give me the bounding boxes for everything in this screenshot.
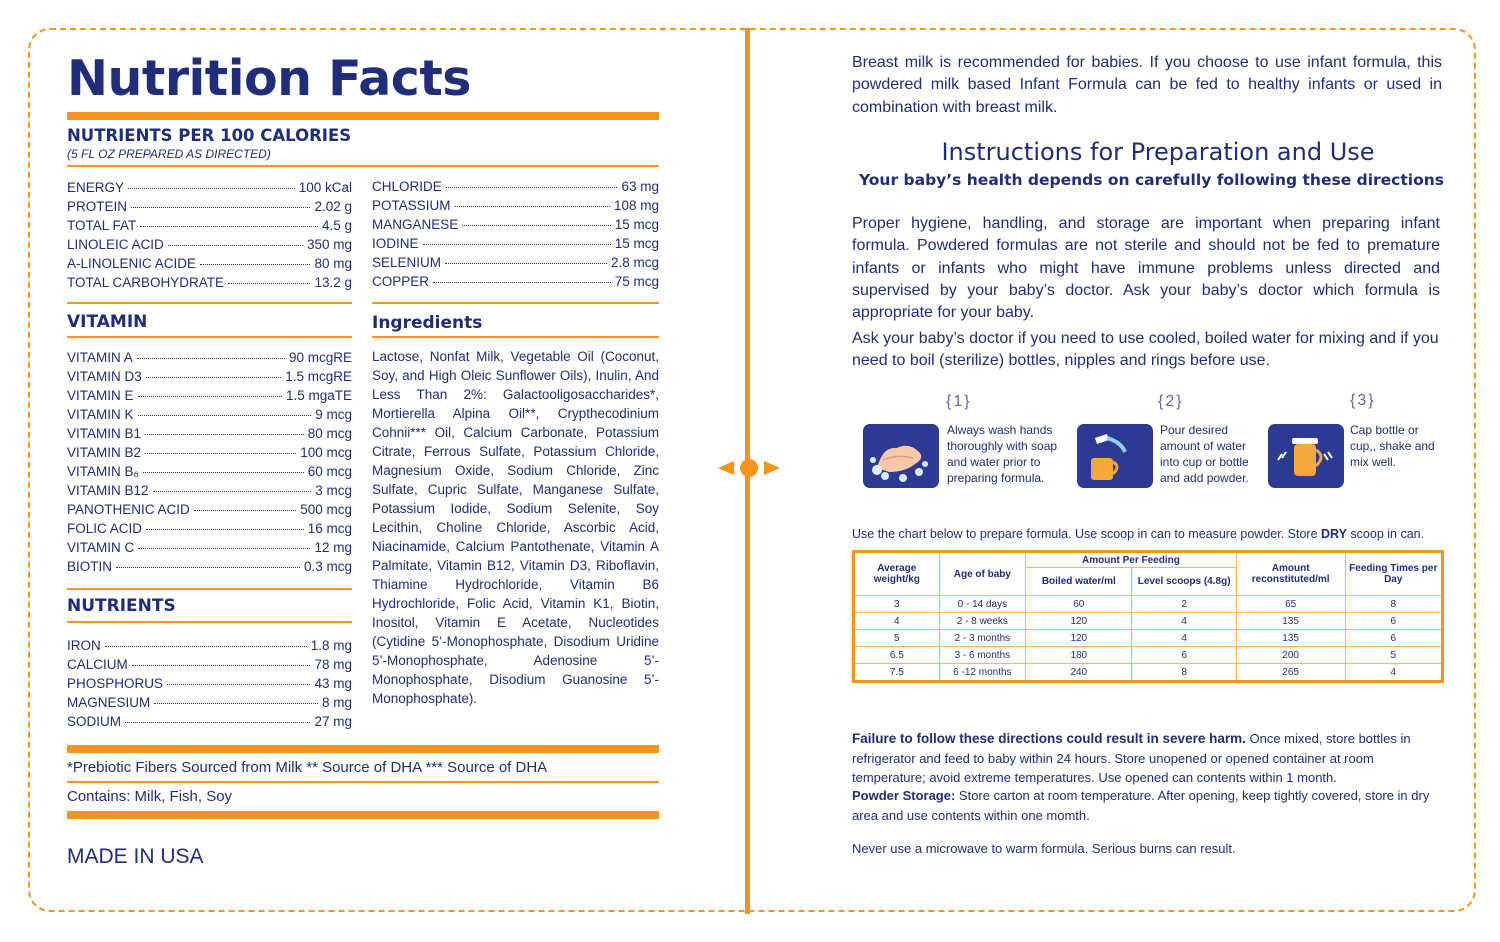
water-paragraph: Ask your baby’s doctor if you need to use cooled, boiled water for mixing and if you need to boil (sterilize) bottles, nipples and rings before use. [852,330,1439,370]
shake-cup-icon [1268,424,1344,488]
nutrient-name: COPPER [372,274,430,289]
nutrient-row [67,348,352,367]
nutrient-value: 1.5 mgaTE [285,388,352,403]
nutrient-value: 63 mg [621,179,659,194]
nutrient-row [67,235,352,254]
header-reconstituted: Amount reconstituted/ml [1236,552,1345,596]
step-3-text: Cap bottle or cup,, shake and mix well. [1350,423,1435,469]
dot-leader [168,245,303,246]
main-nutrients-list-right [372,177,659,291]
nutrient-row [67,655,352,674]
nutrient-value: 8 mg [321,695,352,710]
dot-leader [132,665,311,666]
intro-paragraph: Breast milk is recommended for babies. If you choose to use infant formula, this powdered milk based Infant Formula can be fed to healthy infants or used in combination with breast milk. [852,54,1442,116]
nutrient-value: 2.02 g [314,199,352,214]
dot-leader [462,225,610,226]
nutrient-value: 2.8 mcg [610,255,659,270]
step-1-number: {1} [946,393,972,410]
table-cell: 6.5 [854,647,940,664]
divider [67,302,352,304]
pour-water-icon [1077,424,1153,488]
nutrient-value: 75 mcg [614,274,659,289]
nutrient-row [67,636,352,655]
table-cell: 65 [1236,596,1345,613]
table-cell: 135 [1236,613,1345,630]
nutrient-value: 78 mg [314,657,352,672]
dot-leader [455,206,610,207]
dot-leader [423,244,611,245]
hygiene-paragraph: Proper hygiene, handling, and storage are important when preparing infant formula. Powdered formulas are not sterile and should not be fed to premature infants or infants who might have immune problems unless directed and supervised by your baby’s doctor. Ask your baby’s doctor which formula is appropriate for your baby. [852,215,1440,322]
dot-leader [153,491,312,492]
nutrient-name: VITAMIN B₆ [67,464,139,479]
table-cell: 4 [1345,664,1443,682]
nutrient-value: 350 mg [306,237,352,252]
divider [67,588,352,590]
nutrient-name: MANGANESE [372,217,459,232]
nutrient-row [67,462,352,481]
dot-leader [105,646,307,647]
dot-leader [154,703,318,704]
table-cell: 120 [1026,630,1132,647]
dot-leader [131,207,310,208]
dot-leader [116,567,300,568]
nutrient-name: VITAMIN B12 [67,483,149,498]
warning-paragraph: Failure to follow these directions could result in severe harm. Once mixed, store bottles in refrigerator and feed to baby within 24 hours. Store unopened or opened container at room temperature; avoid extreme temperatures. Use opened can contents within 1 month. [852,731,1411,785]
table-cell: 6 -12 months [939,664,1025,682]
nutrient-value: 4.5 g [321,218,352,233]
nutrient-row [67,557,352,576]
header-feeding-times: Feeding Times per Day [1345,552,1443,596]
nutrient-value: 9 mcg [315,407,352,422]
nutrient-row [67,273,352,292]
nutrient-name: BIOTIN [67,559,113,574]
nutrient-value: 80 mg [314,256,352,271]
step-1-text: Always wash hands thoroughly with soap and water prior to preparing formula. [947,423,1058,485]
nutrient-row [67,197,352,216]
nutrient-row [372,253,659,272]
divider [67,781,659,783]
nutrient-row [67,712,352,731]
nutrient-value: 100 kCal [298,180,352,195]
nutrient-value: 80 mcg [307,426,352,441]
table-cell: 3 [854,596,940,613]
per-serving-subheading: (5 FL OZ PREPARED AS DIRECTED) [67,147,271,161]
table-cell: 135 [1236,630,1345,647]
dot-leader [125,722,310,723]
nutrient-name: FOLIC ACID [67,521,143,536]
nutrient-row [372,196,659,215]
nutrient-name: SELENIUM [372,255,442,270]
nutrient-row [372,177,659,196]
title-bar [67,112,659,120]
table-cell: 200 [1236,647,1345,664]
table-cell: 8 [1132,664,1236,682]
nutrient-name: ENERGY [67,180,125,195]
step-3-number: {3} [1350,392,1376,409]
header-water: Boiled water/ml [1026,568,1132,596]
nutrient-value: 100 mcg [300,445,352,460]
nutrient-name: VITAMIN A [67,350,133,365]
divider [67,621,352,623]
nutrient-value: 90 mcgRE [288,350,352,365]
nutrient-value: 1.8 mg [310,638,352,653]
nutrient-row [67,481,352,500]
header-weight: Average weight/kg [854,552,940,596]
footnote-bar [67,745,659,753]
divider [372,336,659,338]
dot-leader [167,684,310,685]
table-cell: 4 [1132,630,1236,647]
divider [67,165,659,167]
header-age: Age of baby [939,552,1025,596]
table-cell: 8 [1345,596,1443,613]
nutrient-row [67,693,352,712]
nutrient-name: IRON [67,638,101,653]
nutrient-value: 43 mg [314,676,352,691]
nutrient-value: 13.2 g [314,275,352,290]
dot-leader [145,453,296,454]
nutrient-name: VITAMIN E [67,388,134,403]
nutrient-name: VITAMIN B1 [67,426,142,441]
table-cell: 5 [854,630,940,647]
nutrient-name: VITAMIN C [67,540,135,555]
chart-instruction: Use the chart below to prepare formula. Use scoop in can to measure powder. Store DRY scoop in can. [852,527,1425,541]
nutrient-name: PANOTHENIC ACID [67,502,190,517]
ingredients-heading: Ingredients [372,313,483,333]
table-cell: 7.5 [854,664,940,682]
dot-leader [138,396,282,397]
table-row [854,613,1443,630]
nutrient-name: LINOLEIC ACID [67,237,164,252]
table-cell: 2 - 3 months [939,630,1025,647]
dot-leader [146,377,281,378]
dot-leader [446,187,618,188]
nutrient-value: 15 mcg [614,236,659,251]
nutrient-row [67,178,352,197]
nutrient-name: MAGNESIUM [67,695,151,710]
table-row [854,630,1443,647]
footnote-text: *Prebiotic Fibers Sourced from Milk ** Source of DHA *** Source of DHA [67,759,548,776]
nutrient-name: VITAMIN K [67,407,134,422]
nutrient-value: 15 mcg [614,217,659,232]
nutrient-row [67,538,352,557]
table-cell: 120 [1026,613,1132,630]
nutrient-row [67,519,352,538]
table-cell: 4 [1132,613,1236,630]
nutrient-name: SODIUM [67,714,121,729]
step-2-text: Pour desired amount of water into cup or bottle and add powder. [1160,423,1249,485]
nutrient-row [67,500,352,519]
nutrient-name: PHOSPHORUS [67,676,164,691]
table-cell: 2 - 8 weeks [939,613,1025,630]
table-cell: 3 - 6 months [939,647,1025,664]
nutrient-row [67,216,352,235]
table-row [854,664,1443,682]
nutrient-name: TOTAL CARBOHYDRATE [67,275,225,290]
nutrient-name: VITAMIN B2 [67,445,142,460]
dot-leader [433,282,611,283]
nutrient-name: CHLORIDE [372,179,442,194]
nutrient-value: 1.5 mcgRE [285,369,352,384]
microwave-warning: Never use a microwave to warm formula. Serious burns can result. [852,841,1236,856]
bottom-bar [67,811,659,819]
dot-leader [137,358,285,359]
table-cell: 6 [1345,630,1443,647]
nutrient-name: PROTEIN [67,199,128,214]
nutrient-row [67,443,352,462]
nutrient-name: CALCIUM [67,657,128,672]
nutrients-list [67,636,352,731]
divider [67,336,352,338]
table-cell: 180 [1026,647,1132,664]
page-title: Nutrition Facts [67,50,471,107]
nutrient-value: 500 mcg [300,502,352,517]
table-cell: 4 [854,613,940,630]
dot-leader [138,415,312,416]
nutrient-row [67,254,352,273]
table-cell: 60 [1026,596,1132,613]
table-cell: 0 - 14 days [939,596,1025,613]
table-cell: 2 [1132,596,1236,613]
hand-washing-icon [863,424,939,488]
allergen-text: Contains: Milk, Fish, Soy [67,788,233,805]
nutrient-row [372,234,659,253]
dot-leader [146,529,304,530]
nutrient-row [67,386,352,405]
nutrient-row [67,405,352,424]
dot-leader [143,472,304,473]
nutrients-heading: NUTRIENTS [67,596,176,616]
dot-leader [140,226,318,227]
header-scoops: Level scoops (4.8g) [1132,568,1236,596]
nutrient-value: 27 mg [314,714,352,729]
vitamin-heading: VITAMIN [67,312,148,332]
dot-leader [145,434,304,435]
nutrient-value: 60 mcg [307,464,352,479]
table-cell: 265 [1236,664,1345,682]
storage-paragraph: Powder Storage: Store carton at room temperature. After opening, keep tightly covered, store in dry area and use contents within one momth. [852,788,1430,823]
nutrient-value: 16 mcg [307,521,352,536]
ingredients-text: Lactose, Nonfat Milk, Vegetable Oil (Coconut, Soy, and High Oleic Sunflower Oils), Inulin, And Less Than 2%: Galactooligosaccharides*, Mortierella Alpina Oil**, Crypthecodinium Cohnii*** Oil, Calcium Carbonate, Potassium Citrate, Ferrous Sulfate, Potassium Chloride, Magnesium Oxide, Sodium Chloride, Zinc Sulfate, Cupric Sulfate, Manganese Sulfate, Potassium Iodide, Sodium Selenite, Soy Lecithin, Choline Chloride, Ascorbic Acid, Niacinamide, Calcium Pantothenate, Vitamin A Palmitate, Vitamin B12, Vitamin D3, Riboflavin, Thiamine Hydrochloride, Vitamin B6 Hydrochloride, Folic Acid, Vitamin K1, Biotin, Inositol, Vitamin E Acetate, Nucleotides (Cytidine 5’-Monophosphate, Disodium Uridine 5’-Monophosphate, Adenosine 5’-Monophosphate, Disodium Guanosine 5’-Monophosphate). [372,349,659,706]
nutrient-name: IODINE [372,236,419,251]
nutrient-value: 3 mcg [315,483,352,498]
table-row [854,596,1443,613]
table-cell: 5 [1345,647,1443,664]
made-in-text: MADE IN USA [67,845,204,868]
vitamin-list [67,348,352,576]
nutrient-name: TOTAL FAT [67,218,137,233]
table-cell: 6 [1345,613,1443,630]
main-nutrients-list-left [67,178,352,292]
nutrient-row [67,424,352,443]
instructions-title: Instructions for Preparation and Use [941,138,1375,166]
nutrient-row [372,272,659,291]
table-cell: 6 [1132,647,1236,664]
feeding-chart-table [852,550,1444,683]
nutrient-row [67,367,352,386]
diamond-arrows-icon [716,455,782,481]
dot-leader [128,188,295,189]
dot-leader [228,283,310,284]
nutrient-value: 108 mg [613,198,659,213]
divider [372,302,659,304]
nutrient-name: POTASSIUM [372,198,451,213]
nutrient-value: 0.3 mcg [303,559,352,574]
per-serving-heading: NUTRIENTS PER 100 CALORIES [67,126,352,145]
table-row [854,647,1443,664]
dot-leader [200,264,310,265]
header-amount-per-feeding: Amount Per Feeding [1026,552,1237,568]
dot-leader [445,263,607,264]
table-cell: 240 [1026,664,1132,682]
nutrient-row [372,215,659,234]
nutrient-value: 12 mg [314,540,352,555]
nutrient-name: A-LINOLENIC ACIDE [67,256,197,271]
nutrient-name: VITAMIN D3 [67,369,142,384]
instructions-subtitle: Your baby’s health depends on carefully following these directions [858,171,1444,189]
dot-leader [194,510,296,511]
nutrient-row [67,674,352,693]
dot-leader [138,548,310,549]
step-2-number: {2} [1158,393,1184,410]
